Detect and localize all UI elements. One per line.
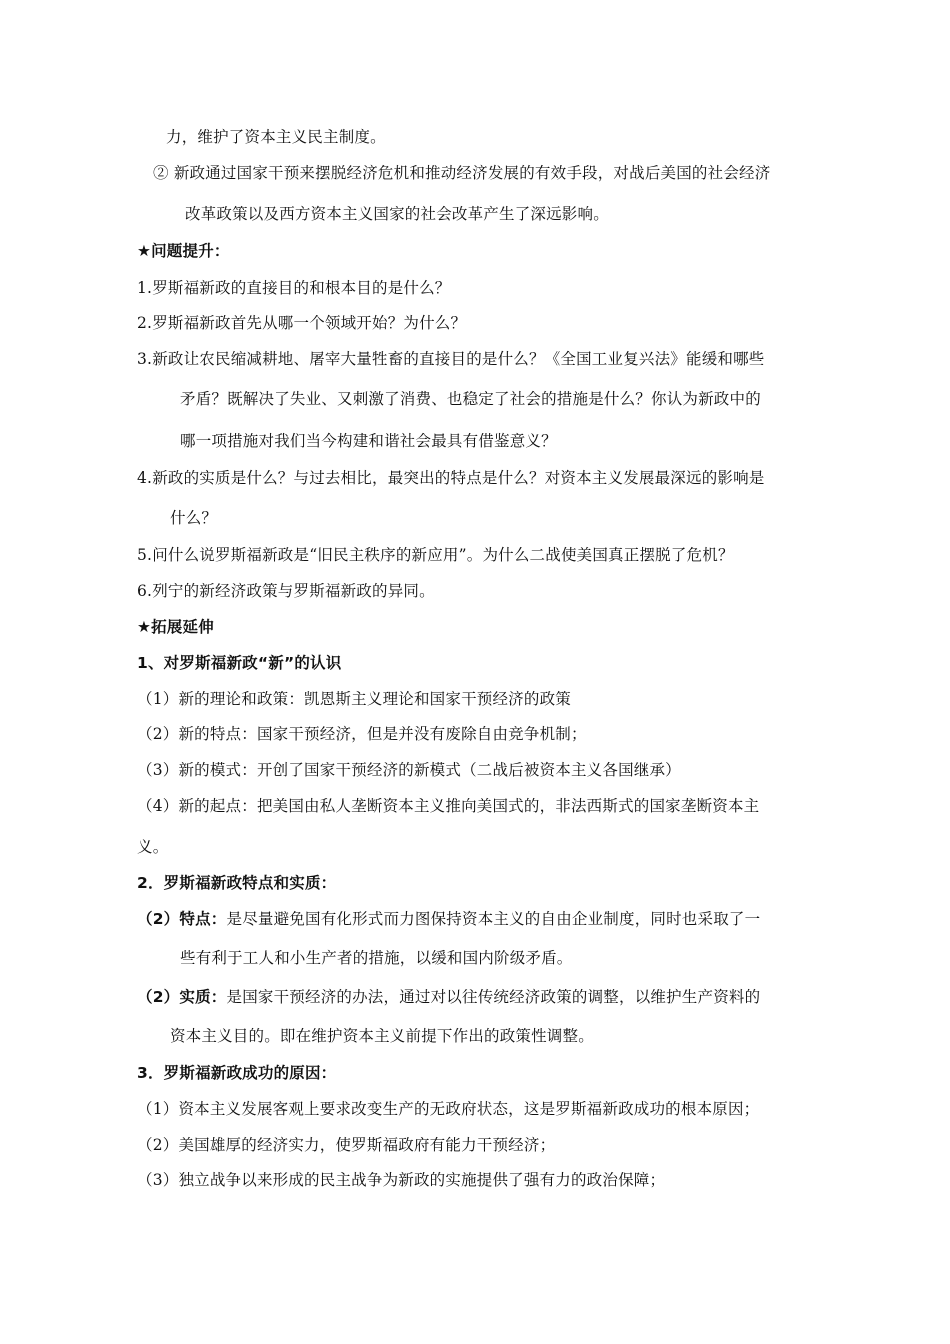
intro-item-2: ② 新政通过国家干预来摆脱经济危机和推动经济发展的有效手段，对战后美国的社会经济 xyxy=(153,164,771,182)
section-1-title: 1、对罗斯福新政“新”的认识 xyxy=(137,654,342,672)
intro-line: 力，维护了资本主义民主制度。 xyxy=(166,128,386,146)
section-2-item-2 xyxy=(137,987,760,1007)
question-3-continued-1: 矛盾？既解决了失业、又刺激了消费、也稳定了社会的措施是什么？你认为新政中的 xyxy=(180,390,761,408)
question-6: 6.列宁的新经济政策与罗斯福新政的异同。 xyxy=(137,582,435,600)
question-1: 1.罗斯福新政的直接目的和根本目的是什么？ xyxy=(137,279,451,297)
section-1-item-3: （3）新的模式：开创了国家干预经济的新模式（二战后被资本主义各国继承） xyxy=(137,761,681,779)
section-2-title: 2．罗斯福新政特点和实质： xyxy=(137,874,337,892)
question-4: 4.新政的实质是什么？与过去相比，最突出的特点是什么？对资本主义发展最深远的影响是 xyxy=(137,469,765,487)
section-3-item-3: （3）独立战争以来形成的民主战争为新政的实施提供了强有力的政治保障； xyxy=(137,1171,666,1189)
section-2-item-1-text: 是尽量避免国有化形式而力图保持资本主义的自由企业制度，同时也采取了一 xyxy=(226,910,761,928)
question-3-continued-2: 哪一项措施对我们当今构建和谐社会最具有借鉴意义？ xyxy=(180,432,557,450)
section-1-item-4-continued: 义。 xyxy=(137,838,169,856)
section-2-item-1-continued: 些有利于工人和小生产者的措施，以缓和国内阶级矛盾。 xyxy=(180,949,573,967)
section-1-item-1: （1）新的理论和政策：凯恩斯主义理论和国家干预经济的政策 xyxy=(137,690,571,708)
section-2-item-2-continued: 资本主义目的。即在维护资本主义前提下作出的政策性调整。 xyxy=(170,1027,594,1045)
question-5: 5.问什么说罗斯福新政是“旧民主秩序的新应用”。为什么二战使美国真正摆脱了危机？ xyxy=(137,546,734,564)
intro-item-2-continued: 改革政策以及西方资本主义国家的社会改革产生了深远影响。 xyxy=(185,205,609,223)
section-2-item-2-label: （2）实质： xyxy=(137,988,227,1006)
section-3-item-1: （1）资本主义发展客观上要求改变生产的无政府状态，这是罗斯福新政成功的根本原因； xyxy=(137,1100,760,1118)
question-4-continued: 什么？ xyxy=(170,509,218,527)
section-3-title: 3．罗斯福新政成功的原因： xyxy=(137,1064,337,1082)
question-2: 2.罗斯福新政首先从哪一个领域开始？为什么？ xyxy=(137,314,467,332)
questions-heading: ★问题提升： xyxy=(137,242,230,260)
extension-heading: ★拓展延伸 xyxy=(137,618,214,636)
section-2-item-1 xyxy=(137,909,760,929)
section-1-item-2: （2）新的特点：国家干预经济，但是并没有废除自由竞争机制； xyxy=(137,725,587,743)
section-1-item-4: （4）新的起点：把美国由私人垄断资本主义推向美国式的，非法西斯式的国家垄断资本主 xyxy=(137,797,760,815)
question-3: 3.新政让农民缩减耕地、屠宰大量牲畜的直接目的是什么？《全国工业复兴法》能缓和哪些 xyxy=(137,350,765,368)
section-3-item-2: （2）美国雄厚的经济实力，使罗斯福政府有能力干预经济； xyxy=(137,1136,556,1154)
section-2-item-1-label: （2）特点： xyxy=(137,910,227,928)
section-2-item-2-text: 是国家干预经济的办法，通过对以往传统经济政策的调整，以维护生产资料的 xyxy=(226,988,761,1006)
